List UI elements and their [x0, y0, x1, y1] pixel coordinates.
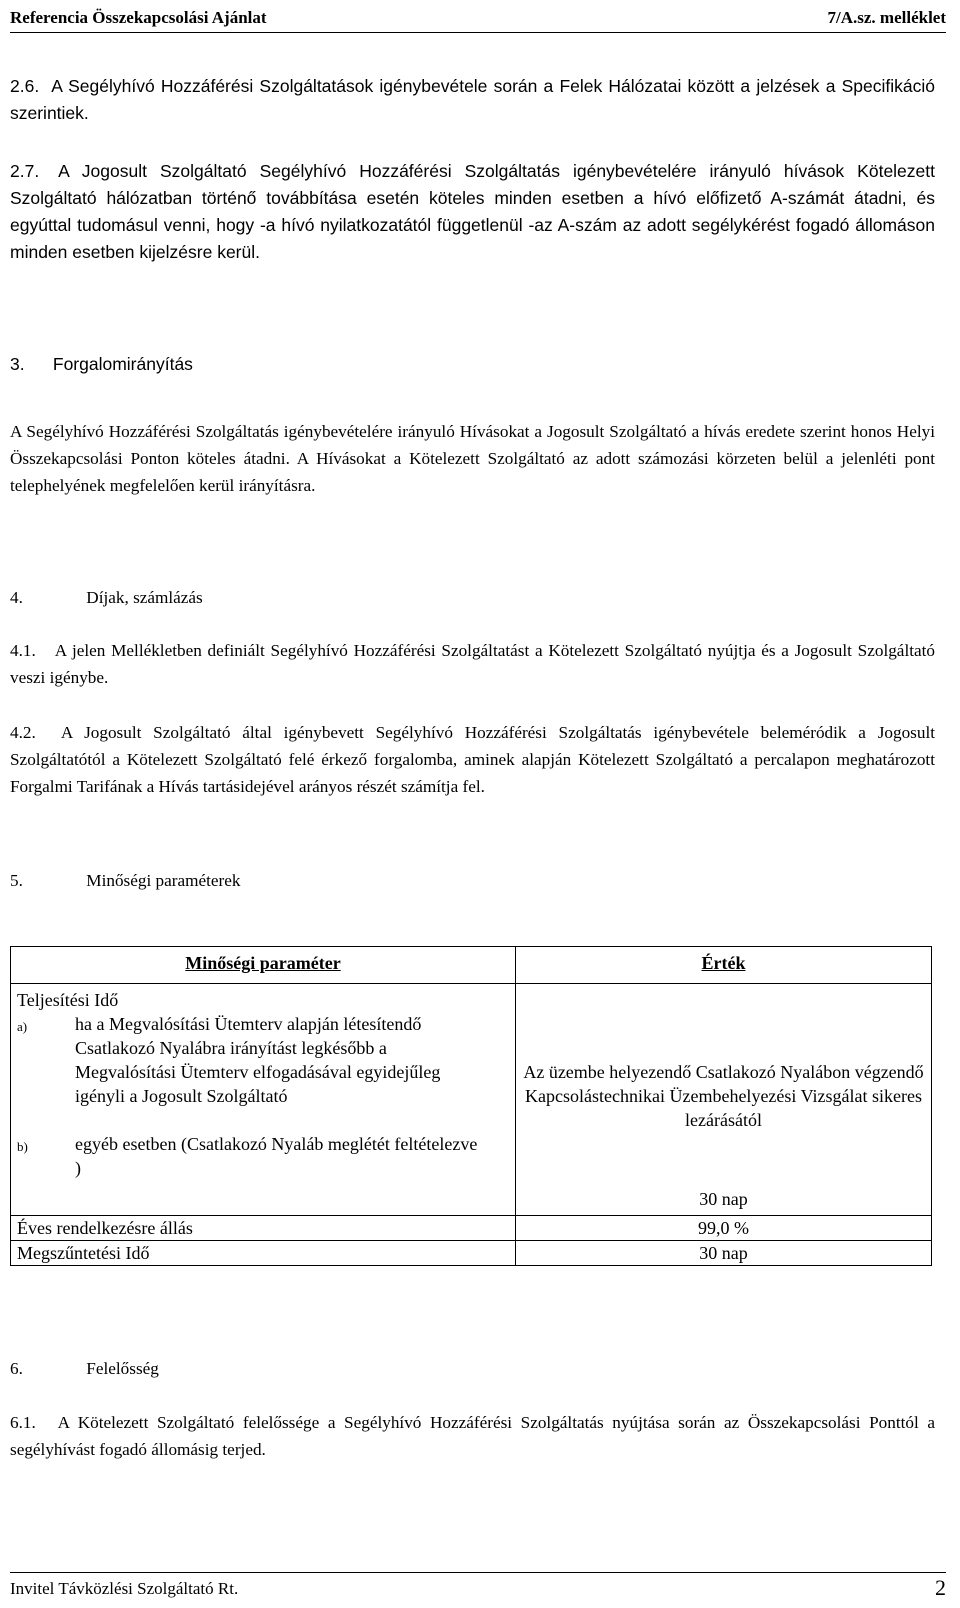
sub-item-text: ha a Megvalósítási Ütemterv alapján létesítendő Csatlakozó Nyalábra irányítást legkésőbb a Megvalósítási Ütemterv elfogadásával egyidejűleg igényli a Jogosult Szolgáltató	[75, 1014, 441, 1106]
sub-item-a	[17, 1012, 509, 1108]
paragraph-3	[10, 418, 935, 499]
paragraph-number: 2.7.	[10, 161, 40, 181]
heading-title: Minőségi paraméterek	[86, 871, 241, 890]
sub-item-text: egyéb esetben (Csatlakozó Nyaláb meglétét feltételezve )	[75, 1134, 478, 1178]
footer-company: Invitel Távközlési Szolgáltató Rt.	[10, 1579, 239, 1598]
paragraph-text: A Segélyhívó Hozzáférési Szolgáltatások igénybevétele során a Felek Hálózatai között a jelzések a Specifikáció szerintiek.	[10, 76, 935, 123]
paragraph-text: A jelen Mellékletben definiált Segélyhívó Hozzáférési Szolgáltatást a Kötelezett Szolgáltató nyújtja és a Jogosult Szolgáltató veszi igénybe.	[10, 641, 935, 687]
table-cell-parameter: Megszűntetési Idő	[11, 1241, 516, 1266]
heading-number: 5.	[10, 871, 23, 890]
section-heading-6	[10, 1355, 159, 1382]
paragraph-number: 6.1.	[10, 1413, 36, 1432]
header-annex: 7/A.sz. melléklet	[827, 8, 946, 27]
row-title: Teljesítési Idő	[17, 990, 119, 1010]
page-footer	[10, 1572, 946, 1603]
page-header	[10, 4, 946, 33]
paragraph-number: 4.1.	[10, 641, 36, 660]
table-row	[11, 984, 932, 1216]
paragraph-text: A Segélyhívó Hozzáférési Szolgáltatás igénybevételére irányuló Hívásokat a Jogosult Szolgáltató a hívás eredete szerint honos Helyi Összekapcsolási Ponton köteles átadni. A Hívásokat a Kötelezett Szolgáltató az adott számozási körzeten belül a jelenléti pont telephelyének megfelelően kerül irányításra.	[10, 422, 935, 495]
paragraph-number: 4.2.	[10, 723, 36, 742]
paragraph-text: A Kötelezett Szolgáltató felelőssége a Segélyhívó Hozzáférési Szolgáltatás nyújtása során az Összekapcsolási Ponttól a segélyhívást fogadó állomásig terjed.	[10, 1413, 935, 1459]
quality-parameters-table	[10, 946, 932, 1266]
paragraph-2-6	[10, 73, 935, 127]
paragraph-4-1	[10, 637, 935, 691]
table-header-parameter: Minőségi paraméter	[11, 947, 516, 984]
value-a: Az üzembe helyezendő Csatlakozó Nyalábon végzendő Kapcsolástechnikai Üzembehelyezési Vizsgálat sikeres lezárásától	[523, 1062, 924, 1130]
paragraph-number: 2.6.	[10, 76, 40, 96]
table-cell-value: 99,0 %	[516, 1216, 932, 1241]
table-cell-parameter: Éves rendelkezésre állás	[11, 1216, 516, 1241]
table-cell-value	[516, 984, 932, 1216]
table-header-value: Érték	[516, 947, 932, 984]
sub-item-label: a)	[17, 1019, 28, 1034]
value-b: 30 nap	[699, 1189, 748, 1209]
section-heading-5	[10, 867, 240, 894]
paragraph-text: A Jogosult Szolgáltató által igénybevett Segélyhívó Hozzáférési Szolgáltatás igénybevétele beleméródik a Jogosult Szolgáltatótól a Kötelezett Szolgáltató felé érkező forgalomba, aminek alapján Kötelezett Szolgáltató a percalapon meghatározott Forgalmi Tarifának a Hívás tartásidejével arányos részét számítja fel.	[10, 723, 935, 796]
sub-item-b	[17, 1132, 509, 1180]
paragraph-6-1	[10, 1409, 935, 1463]
table-row	[11, 1241, 932, 1266]
section-heading-3	[10, 351, 193, 378]
table-row	[11, 1216, 932, 1241]
heading-title: Felelősség	[86, 1359, 159, 1378]
heading-title: Díjak, számlázás	[86, 588, 203, 607]
heading-number: 6.	[10, 1359, 23, 1378]
page-number: 2	[935, 1575, 946, 1600]
heading-number: 4.	[10, 588, 23, 607]
table-cell-value: 30 nap	[516, 1241, 932, 1266]
header-title: Referencia Összekapcsolási Ajánlat	[10, 8, 267, 27]
table-cell-parameter	[11, 984, 516, 1216]
heading-number: 3.	[10, 354, 25, 374]
sub-item-label: b)	[17, 1139, 28, 1154]
paragraph-text: A Jogosult Szolgáltató Segélyhívó Hozzáférési Szolgáltatás igénybevételére irányuló hívások Kötelezett Szolgáltató hálózatban történő továbbítása esetén köteles minden esetben a hívó előfizető A-számát átadni, és egyúttal tudomásul venni, hogy -a hívó nyilatkozatától függetlenül -az A-szám az adott segélykérést fogadó állomáson minden esetben kijelzésre kerül.	[10, 161, 935, 262]
table-header-row	[11, 947, 932, 984]
paragraph-2-7	[10, 158, 935, 266]
paragraph-4-2	[10, 719, 935, 800]
section-heading-4	[10, 584, 203, 611]
heading-title: Forgalomirányítás	[52, 354, 193, 374]
